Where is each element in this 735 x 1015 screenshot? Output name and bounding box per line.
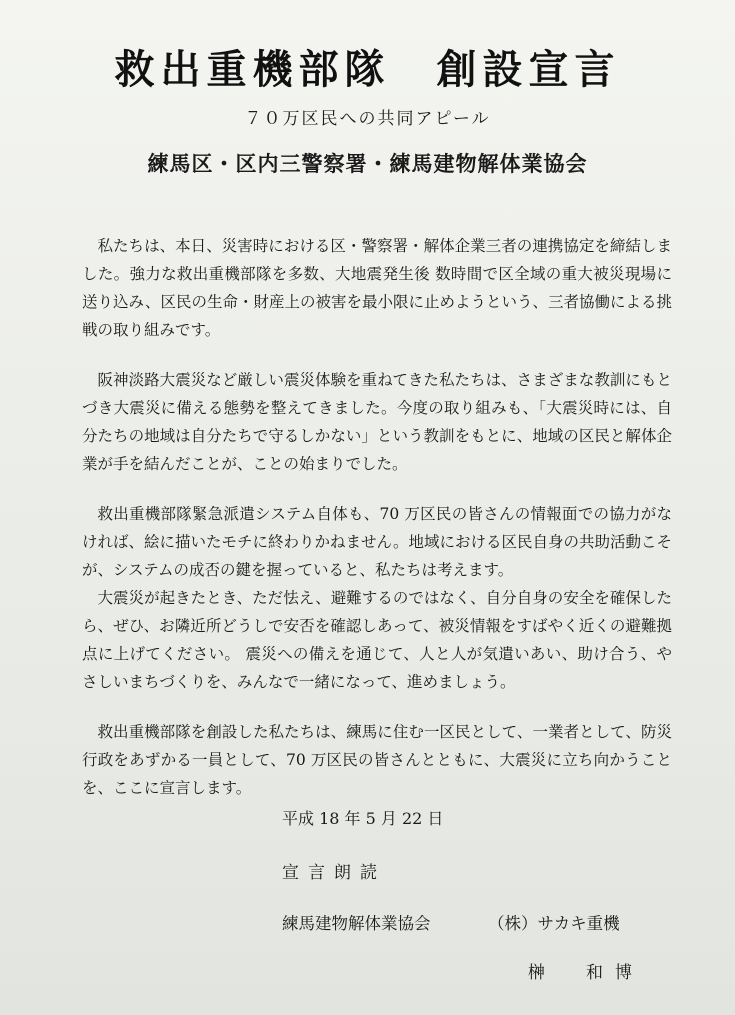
signatory-association: 練馬建物解体業協会 [282, 914, 431, 933]
signatory-person: 榊 和博 [528, 963, 644, 983]
paragraph-5: 救出重機部隊を創設した私たちは、練馬に住む一区民として、一業者として、防災行政をあずかる一員として、70 万区民の皆さんとともに、大震災に立ち向かうことを、ここに宣言します。 [82, 723, 672, 797]
paragraph-1: 私たちは、本日、災害時における区・警察署・解体企業三者の連携協定を締結しました。強力な救出重機部隊を多数、大地震発生後 数時間で区全域の重大被災現場に送り込み、区民の生命・財産上の被害を最小限に止めようという、三者協働による挑戦の取り組みです。 [82, 237, 672, 339]
document-title: 救出重機部隊 創設宣言 [114, 46, 621, 93]
paragraph-4: 大震災が起きたとき、ただ怯え、避難するのではなく、自分自身の安全を確保したら、ぜひ、お隣近所どうしで安否を確認しあって、被災情報をすばやく近くの避難拠点に上げてください。 震災への備えを通じて、人と人が気遣いあい、助け合う、やさしいまちづくりを、みんなで一緒になって、進めましょう。 [82, 589, 672, 691]
declaration-body [82, 232, 672, 802]
declaration-reading-label: 宣言朗読 [282, 863, 386, 883]
signatory-company: （株）サカキ重機 [488, 914, 620, 933]
organizations-line: 練馬区・区内三警察署・練馬建物解体業協会 [147, 151, 588, 176]
paragraph-2: 阪神淡路大震災など厳しい震災体験を重ねてきた私たちは、さまざまな教訓にもとづき大震災に備える態勢を整えてきました。今度の取り組みも、「大震災時には、自分たちの地域は自分たちで守るしかない」という教訓をもとに、地域の区民と解体企業が手を結んだことが、ことの始まりでした。 [82, 371, 672, 473]
paragraph-3: 救出重機部隊緊急派遣システム自体も、70 万区民の皆さんの情報面での協力がなければ、絵に描いたモチに終わりかねません。地域における区民自身の共助活動こそが、システムの成否の鍵を握っていると、私たちは考えます。 [82, 505, 672, 579]
document-subtitle: ７０万区民への共同アピール [244, 109, 491, 129]
declaration-date: 平成 18 年 5 月 22 日 [282, 809, 444, 828]
